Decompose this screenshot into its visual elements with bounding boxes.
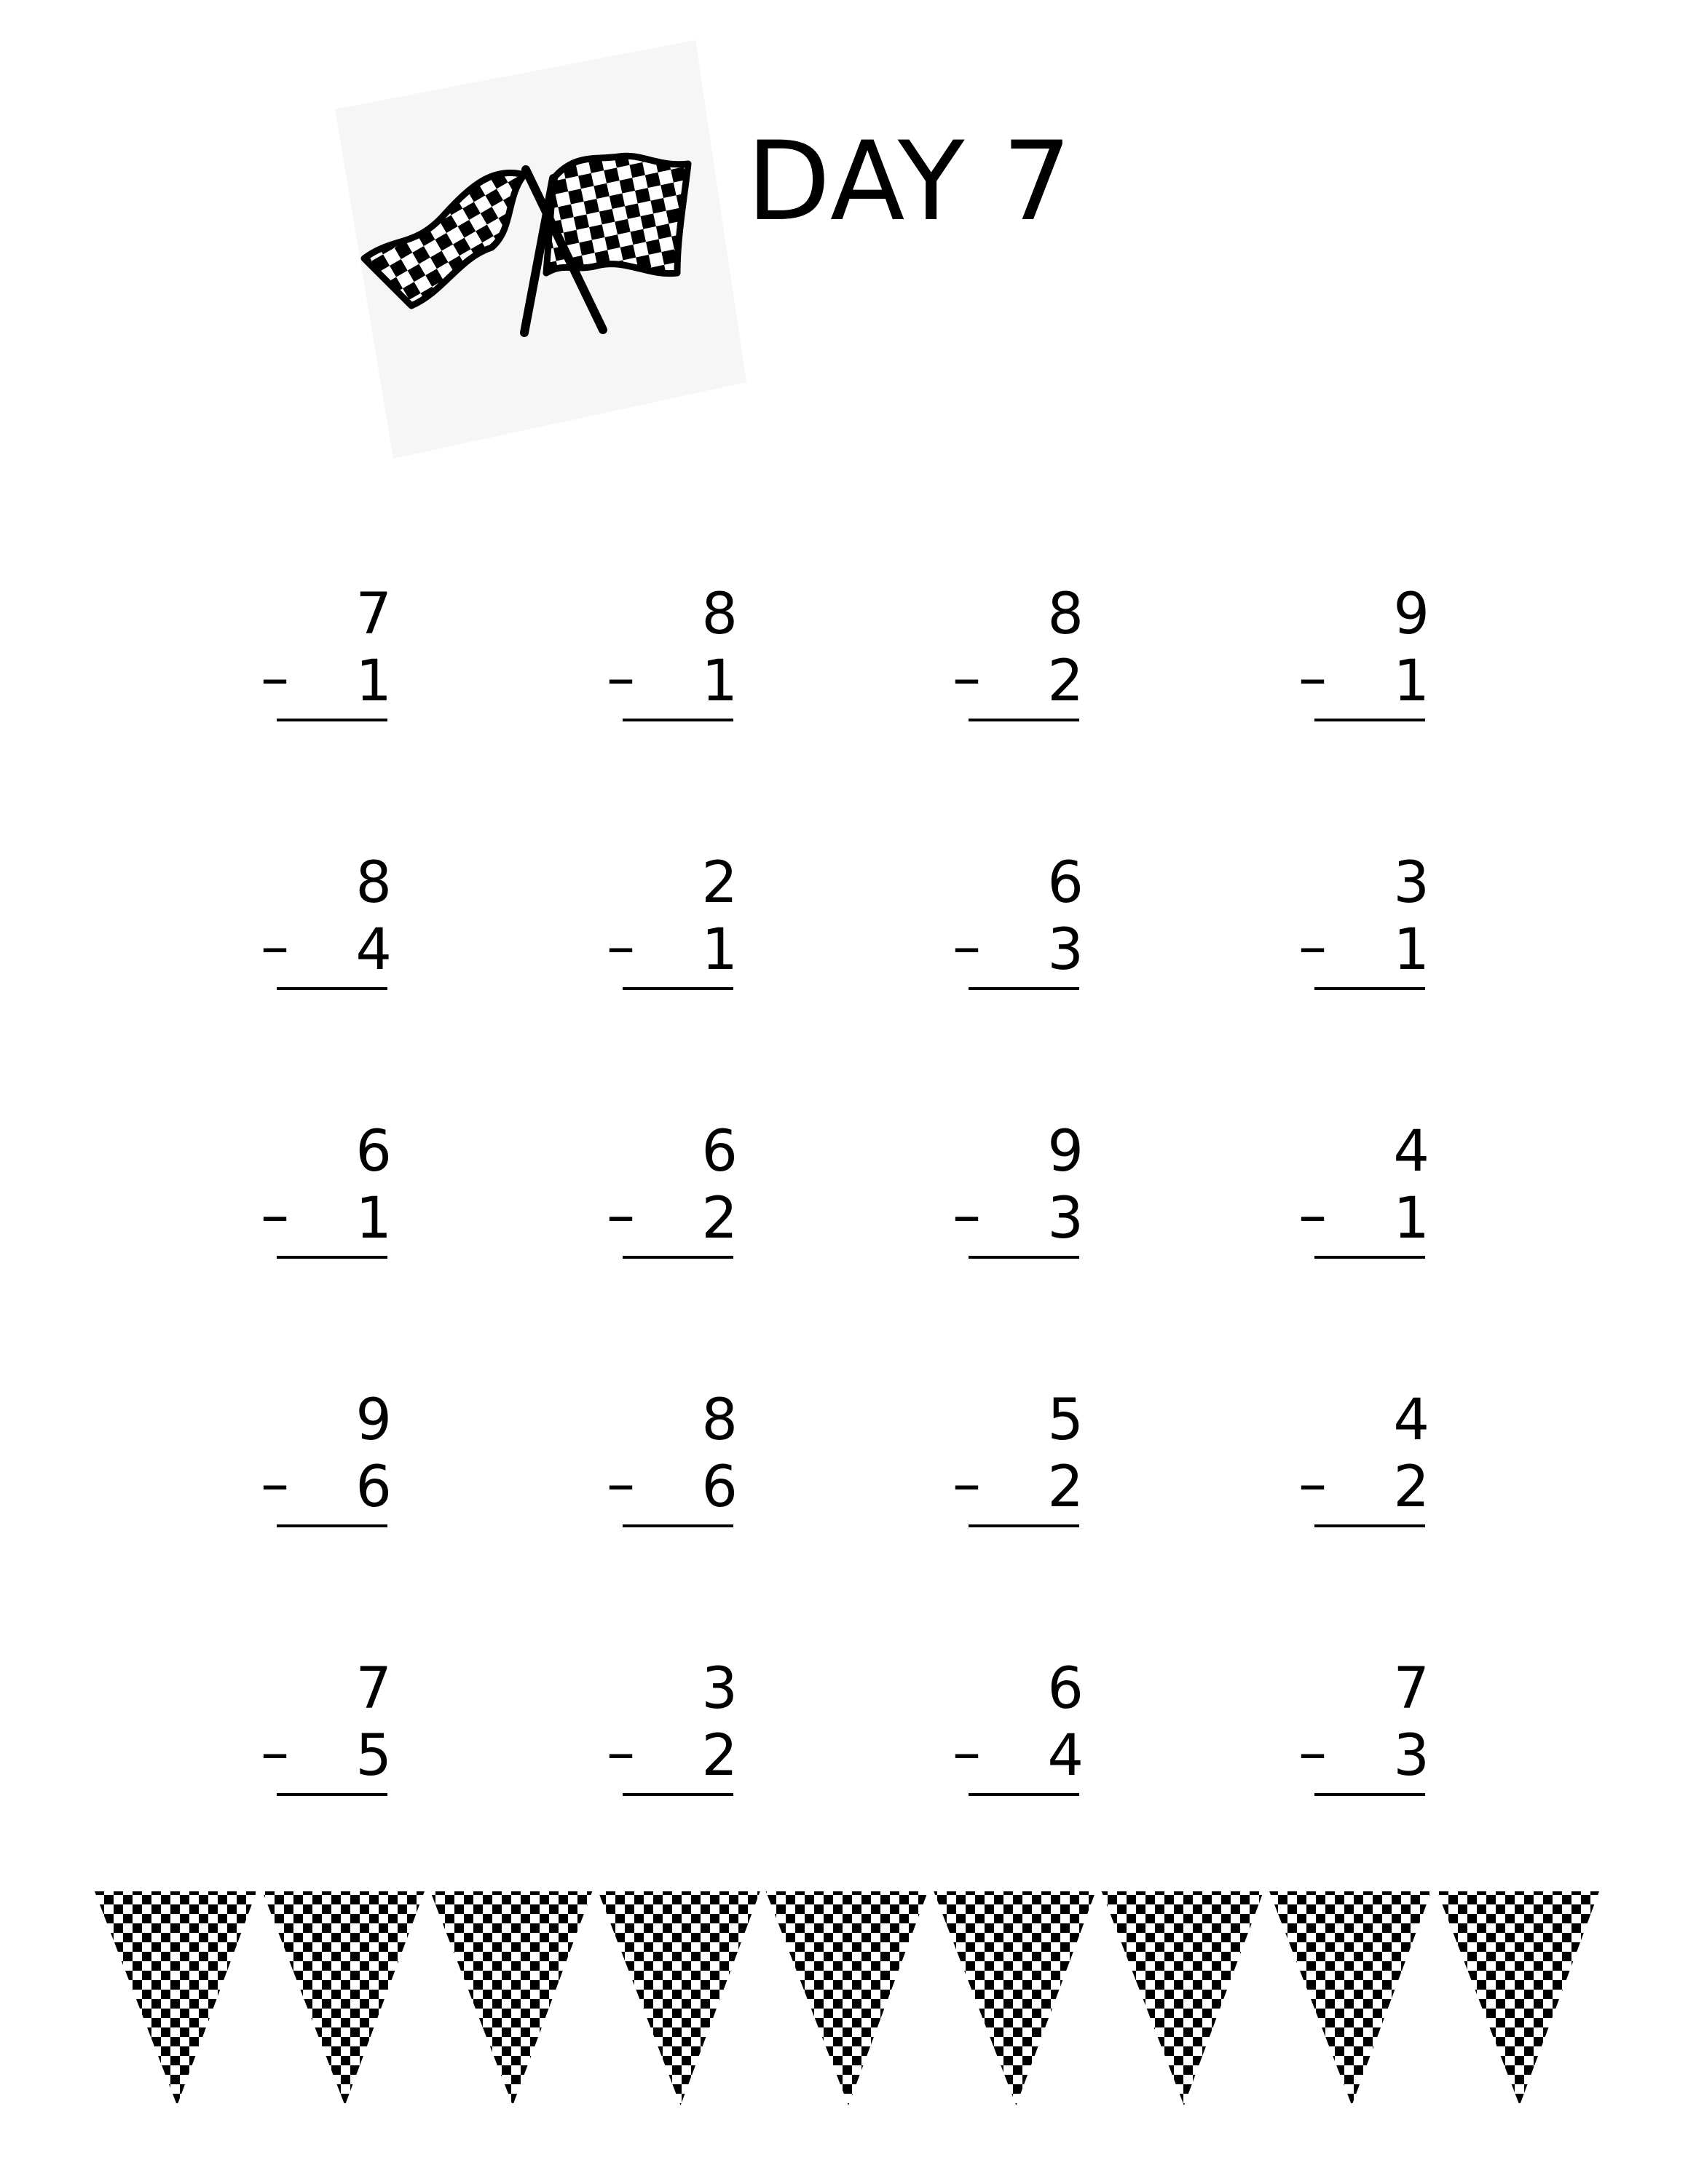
minuend: 6 xyxy=(1047,1656,1084,1722)
subtrahend: 3 xyxy=(1393,1723,1429,1789)
minuend: 7 xyxy=(1393,1656,1429,1722)
subtrahend: 1 xyxy=(1393,1186,1429,1251)
subtrahend: 1 xyxy=(701,917,738,983)
minuend: 9 xyxy=(355,1388,392,1453)
subtrahend: 2 xyxy=(1047,649,1084,714)
checkered-pennant-icon xyxy=(95,1891,256,2105)
answer-line xyxy=(1314,1793,1425,1796)
checkered-pennant-icon xyxy=(766,1891,928,2105)
minus-sign: – xyxy=(953,1183,981,1249)
minus-sign: – xyxy=(1298,914,1327,980)
minus-sign: – xyxy=(607,1452,635,1517)
minuend: 4 xyxy=(1393,1119,1429,1184)
minuend: 7 xyxy=(355,582,392,647)
subtrahend: 2 xyxy=(701,1723,738,1789)
subtrahend: 2 xyxy=(1393,1455,1429,1520)
checkered-bunting xyxy=(0,1886,1688,2118)
answer-line xyxy=(969,719,1079,721)
answer-line xyxy=(969,1524,1079,1527)
answer-line xyxy=(623,987,733,990)
subtraction-problem xyxy=(953,582,1113,746)
subtraction-problem xyxy=(607,1119,767,1283)
checkered-pennant-icon xyxy=(1437,1891,1599,2105)
subtrahend: 6 xyxy=(355,1455,392,1520)
subtraction-problem xyxy=(953,1119,1113,1283)
subtrahend: 3 xyxy=(1047,917,1084,983)
minuend: 3 xyxy=(701,1656,738,1722)
subtrahend: 2 xyxy=(1047,1455,1084,1520)
minus-sign: – xyxy=(607,1720,635,1786)
subtraction-problem xyxy=(607,1388,767,1552)
subtraction-problem xyxy=(607,582,767,746)
subtrahend: 1 xyxy=(701,649,738,714)
checkered-pennant-icon xyxy=(262,1891,424,2105)
minuend: 6 xyxy=(355,1119,392,1184)
answer-line xyxy=(623,1793,733,1796)
answer-line xyxy=(623,719,733,721)
minus-sign: – xyxy=(1298,1452,1327,1517)
subtraction-problem xyxy=(1298,1388,1459,1552)
subtrahend: 1 xyxy=(1393,649,1429,714)
minuend: 6 xyxy=(1047,850,1084,916)
minus-sign: – xyxy=(1298,646,1327,711)
subtrahend: 1 xyxy=(355,1186,392,1251)
subtraction-problem xyxy=(261,850,421,1015)
minus-sign: – xyxy=(607,1183,635,1249)
subtrahend: 4 xyxy=(1047,1723,1084,1789)
answer-line xyxy=(969,1793,1079,1796)
minuend: 8 xyxy=(1047,582,1084,647)
subtrahend: 5 xyxy=(355,1723,392,1789)
minuend: 2 xyxy=(701,850,738,916)
checkered-pennant-icon xyxy=(430,1891,592,2105)
minuend: 8 xyxy=(701,1388,738,1453)
minuend: 3 xyxy=(1393,850,1429,916)
answer-line xyxy=(623,1524,733,1527)
minus-sign: – xyxy=(953,914,981,980)
subtraction-problem xyxy=(1298,850,1459,1015)
subtraction-problem xyxy=(261,1388,421,1552)
minus-sign: – xyxy=(953,646,981,711)
minuend: 8 xyxy=(701,582,738,647)
answer-line xyxy=(1314,1524,1425,1527)
subtraction-problem xyxy=(1298,1656,1459,1821)
minus-sign: – xyxy=(261,1452,289,1517)
minus-sign: – xyxy=(953,1452,981,1517)
answer-line xyxy=(969,987,1079,990)
minuend: 5 xyxy=(1047,1388,1084,1453)
subtrahend: 6 xyxy=(701,1455,738,1520)
checkered-pennant-icon xyxy=(1269,1891,1431,2105)
minuend: 8 xyxy=(355,850,392,916)
answer-line xyxy=(1314,719,1425,721)
answer-line xyxy=(277,719,387,721)
minuend: 7 xyxy=(355,1656,392,1722)
subtraction-problem xyxy=(1298,1119,1459,1283)
subtraction-problem xyxy=(261,582,421,746)
minuend: 9 xyxy=(1393,582,1429,647)
answer-line xyxy=(277,987,387,990)
answer-line xyxy=(277,1793,387,1796)
page-title: DAY 7 xyxy=(746,119,1073,245)
answer-line xyxy=(969,1256,1079,1259)
answer-line xyxy=(623,1256,733,1259)
answer-line xyxy=(1314,987,1425,990)
answer-line xyxy=(277,1256,387,1259)
answer-line xyxy=(1314,1256,1425,1259)
checkered-pennant-icon xyxy=(934,1891,1095,2105)
minuend: 4 xyxy=(1393,1388,1429,1453)
subtrahend: 1 xyxy=(1393,917,1429,983)
subtrahend: 2 xyxy=(701,1186,738,1251)
answer-line xyxy=(277,1524,387,1527)
minus-sign: – xyxy=(953,1720,981,1786)
subtrahend: 1 xyxy=(355,649,392,714)
subtraction-problem xyxy=(953,1656,1113,1821)
minus-sign: – xyxy=(607,914,635,980)
subtraction-problem xyxy=(261,1656,421,1821)
subtraction-problem xyxy=(607,850,767,1015)
subtraction-problem xyxy=(953,1388,1113,1552)
subtrahend: 3 xyxy=(1047,1186,1084,1251)
minus-sign: – xyxy=(261,914,289,980)
minuend: 6 xyxy=(701,1119,738,1184)
subtrahend: 4 xyxy=(355,917,392,983)
minuend: 9 xyxy=(1047,1119,1084,1184)
minus-sign: – xyxy=(261,1183,289,1249)
minus-sign: – xyxy=(261,646,289,711)
subtraction-problem xyxy=(607,1656,767,1821)
minus-sign: – xyxy=(1298,1720,1327,1786)
subtraction-problem xyxy=(261,1119,421,1283)
checkered-pennant-icon xyxy=(1102,1891,1263,2105)
minus-sign: – xyxy=(1298,1183,1327,1249)
subtraction-problem xyxy=(953,850,1113,1015)
checkered-pennant-icon xyxy=(598,1891,760,2105)
minus-sign: – xyxy=(607,646,635,711)
minus-sign: – xyxy=(261,1720,289,1786)
subtraction-problem xyxy=(1298,582,1459,746)
